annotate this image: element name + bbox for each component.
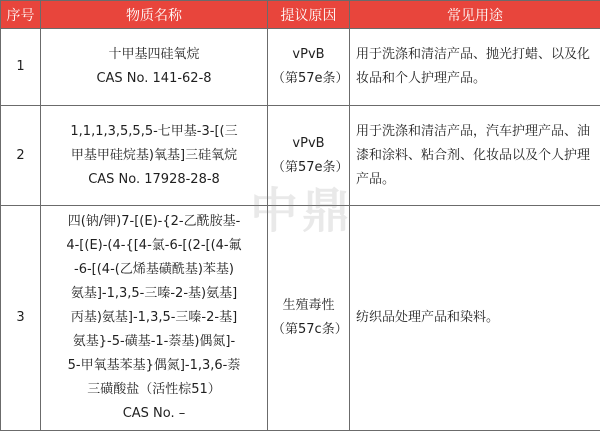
- table-row: [1, 29, 600, 106]
- header-use: 常见用途: [350, 1, 600, 29]
- row-index: 3: [1, 206, 41, 431]
- substance-name-line: 氨基}-5-磺基-1-萘基)偶氮]-: [72, 334, 236, 349]
- substance-cas-line: CAS No. –: [122, 406, 186, 421]
- table-row: [1, 206, 600, 431]
- reason-article-line: （第57e条）: [272, 71, 349, 86]
- substance-name-line: 丙基)氨基]-1,3,5-三嗪-2-基]: [70, 310, 238, 325]
- row-index: 1: [1, 29, 41, 106]
- watermark-text: 中鼎: [250, 183, 355, 239]
- table-row: [1, 106, 600, 206]
- substance-name-line: 氨基]-1,3,5-三嗪-2-基)氨基]: [70, 286, 238, 301]
- substance-name-line: 4-[(E)-(4-{[4-氯-6-[(2-[(4-氟: [66, 238, 242, 253]
- substance-name-line: 三磺酸盐（活性棕51）: [87, 382, 221, 397]
- header-reason: 提议原因: [268, 1, 350, 29]
- substance-name-line: 甲基甲硅烷基)氧基]三硅氧烷: [70, 147, 238, 163]
- use-cell: [350, 29, 600, 106]
- substance-name-line: -6-[(4-(乙烯基磺酰基)苯基): [74, 262, 234, 277]
- use-text: 用于洗涤和清洁产品，汽车护理产品、油漆和涂料、粘合剂、化妆品以及个人护理产品。: [356, 123, 591, 187]
- reason-article-line: （第57c条）: [272, 322, 348, 337]
- reason-line: vPvB: [292, 47, 325, 62]
- substance-name-cell: [41, 29, 268, 106]
- substance-name-line: 四(钠/钾)7-[(E)-{2-乙酰胺基-: [67, 214, 241, 229]
- use-text: 用于洗涤和清洁产品、抛光打蜡、以及化妆品和个人护理产品。: [356, 47, 591, 86]
- reason-cell: [268, 206, 350, 431]
- reason-cell: [268, 29, 350, 106]
- use-text: 纺织品处理产品和染料。: [356, 310, 500, 325]
- reason-line: 生殖毒性: [282, 298, 335, 313]
- substance-name-line: 5-甲氧基苯基}偶氮]-1,3,6-萘: [67, 358, 241, 373]
- header-name: 物质名称: [41, 1, 268, 29]
- substance-name-line: 十甲基四硅氧烷: [108, 47, 200, 62]
- header-idx: 序号: [1, 1, 41, 29]
- substance-cas-line: CAS No. 17928-28-8: [88, 171, 220, 187]
- substance-name-line: 1,1,1,3,5,5,5-七甲基-3-[(三: [70, 123, 238, 139]
- reason-line: vPvB: [292, 135, 325, 151]
- substance-name-cell: [41, 106, 268, 206]
- use-cell: [350, 206, 600, 431]
- header-row: [1, 1, 600, 29]
- row-index: 2: [1, 106, 41, 206]
- reason-article-line: （第57e条）: [272, 159, 349, 175]
- substance-name-cell: [41, 206, 268, 431]
- use-cell: [350, 106, 600, 206]
- substance-cas-line: CAS No. 141-62-8: [96, 71, 212, 86]
- reason-cell: [268, 106, 350, 206]
